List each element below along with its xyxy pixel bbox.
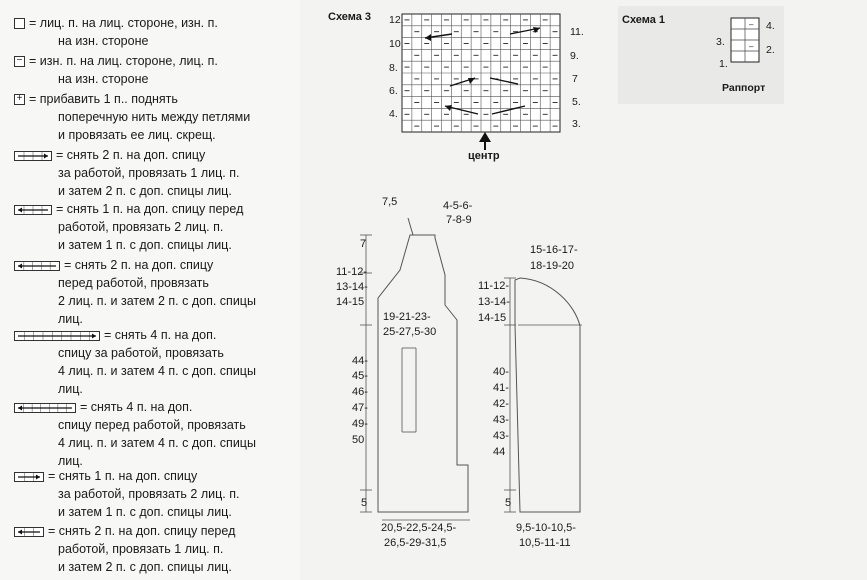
sleeve-cm5-label: 5 xyxy=(505,497,512,509)
row-label: 5. xyxy=(572,96,581,108)
length-label: 50 xyxy=(352,434,365,446)
armhole-label: 11-12- xyxy=(336,266,367,278)
sleeve-length-label: 42- xyxy=(493,398,509,410)
legend-text: на изн. стороне xyxy=(58,34,149,48)
legend-text: 2 лиц. п. и затем 2 п. с доп. спицы xyxy=(58,294,256,308)
legend-item xyxy=(14,52,218,88)
sleeve-width-label: 9,5-10-10,5- xyxy=(516,522,576,534)
legend-text: работой, провязать 1 лиц. п. xyxy=(58,542,224,556)
sleeve-length-label: 43- xyxy=(493,414,509,426)
blank-stitch-icon xyxy=(14,18,25,29)
row-label: 2. xyxy=(766,44,775,56)
scheme1-chart xyxy=(725,14,765,68)
legend-text: = изн. п. на лиц. стороне, лиц. п. xyxy=(29,54,218,68)
row-label: 12. xyxy=(389,14,404,26)
row-label: 8. xyxy=(389,62,398,74)
scheme3-chart xyxy=(330,10,600,180)
cable-2-1-front-cable-icon xyxy=(14,527,44,537)
row-label: 3. xyxy=(572,118,581,130)
legend-item xyxy=(14,200,243,254)
row-label: 1. xyxy=(719,58,728,70)
legend-item xyxy=(14,14,218,50)
legend-item xyxy=(14,326,256,398)
cable-1-2-front-cable-icon xyxy=(14,205,52,215)
legend-text: и затем 2 п. с доп. спицы лиц. xyxy=(58,560,232,574)
legend-text: = лиц. п. на лиц. стороне, изн. п. xyxy=(29,16,218,30)
cable-4-4-front-cable-icon xyxy=(14,403,76,413)
legend-item xyxy=(14,467,239,521)
plus-stitch-icon: + xyxy=(14,94,25,105)
legend-text: = снять 4 п. на доп. xyxy=(80,400,193,414)
legend-text: спицу перед работой, провязать xyxy=(58,418,246,432)
cable-2-2-front-cable-icon xyxy=(14,261,60,271)
legend-item xyxy=(14,256,256,328)
cable-2-1-back-cable-icon xyxy=(14,151,52,161)
legend-text: перед работой, провязать xyxy=(58,276,209,290)
cm5-label: 5 xyxy=(361,497,368,509)
legend-text: и затем 1 п. с доп. спицы лиц. xyxy=(58,505,232,519)
svg-text:–: – xyxy=(749,20,754,29)
cable-4-4-back-cable-icon xyxy=(14,331,100,341)
legend-text: = прибавить 1 п.. поднять xyxy=(29,92,178,106)
legend-text: и провязать ее лиц. скрещ. xyxy=(58,128,216,142)
legend-text: работой, провязать 2 лиц. п. xyxy=(58,220,224,234)
legend-text: за работой, провязать 2 лиц. п. xyxy=(58,487,240,501)
legend-text: лиц. xyxy=(58,382,83,396)
row-label: 7 xyxy=(572,73,578,85)
legend-text: поперечную нить между петлями xyxy=(58,110,251,124)
legend-item xyxy=(14,522,235,576)
row-label: 6. xyxy=(389,85,398,97)
row-label: 3. xyxy=(716,36,725,48)
legend-text: = снять 1 п. на доп. спицу перед xyxy=(56,202,244,216)
center-arrow-icon xyxy=(479,132,491,142)
neck-width-label: 7,5 xyxy=(382,196,398,208)
row-label: 4. xyxy=(389,108,398,120)
legend-text: на изн. стороне xyxy=(58,72,149,86)
legend-text: = снять 2 п. на доп. спицу перед xyxy=(48,524,236,538)
row-label: 11. xyxy=(570,26,584,38)
minus-stitch-icon: − xyxy=(14,56,25,67)
length-label: 44- xyxy=(352,355,368,367)
stitch-legend xyxy=(0,0,300,580)
cap-height-label: 13-14- xyxy=(478,296,510,308)
sleeve-length-label: 40- xyxy=(493,366,509,378)
width-label: 20,5-22,5-24,5- xyxy=(381,522,457,534)
legend-text: и затем 2 п. с доп. спицы лиц. xyxy=(58,184,232,198)
row-label: 9. xyxy=(570,50,579,62)
repeat-label: Раппорт xyxy=(722,82,766,94)
legend-text: и затем 1 п. с доп. спицы лиц. xyxy=(58,238,232,252)
length-label: 45- xyxy=(352,370,368,382)
armhole-label: 14-15 xyxy=(336,296,365,308)
sleeve-length-label: 44 xyxy=(493,446,506,458)
sleeve-length-label: 41- xyxy=(493,382,509,394)
length-label: 49- xyxy=(352,418,368,430)
legend-item xyxy=(14,398,256,470)
sleeve-top-width-label: 18-19-20 xyxy=(530,260,575,272)
legend-text: = снять 4 п. на доп. xyxy=(104,328,217,342)
legend-text: = снять 2 п. на доп. спицу xyxy=(64,258,214,272)
legend-text: = снять 1 п. на доп. спицу xyxy=(48,469,198,483)
legend-text: за работой, провязать 1 лиц. п. xyxy=(58,166,240,180)
chest-stitches-label: 25-27,5-30 xyxy=(383,326,437,338)
legend-text: 4 лиц. п. и затем 4 п. с доп. спицы xyxy=(58,364,256,378)
armhole-label: 13-14- xyxy=(336,281,368,293)
svg-text:–: – xyxy=(749,42,754,51)
shoulder-sts-label: 7-8-9 xyxy=(446,214,472,226)
width-label: 26,5-29-31,5 xyxy=(384,537,447,549)
legend-text: = снять 2 п. на доп. спицу xyxy=(56,148,206,162)
sleeve-top-width-label: 15-16-17- xyxy=(530,244,578,256)
legend-item xyxy=(14,146,239,200)
legend-text: лиц. xyxy=(58,312,83,326)
sleeve-width-label: 10,5-11-11 xyxy=(519,537,571,549)
cm7-label: 7 xyxy=(360,238,367,250)
scheme1-title: Схема 1 xyxy=(622,14,666,26)
legend-text: лиц. xyxy=(58,454,83,468)
scheme3-title: Схема 3 xyxy=(328,11,372,23)
row-label: 10. xyxy=(389,38,404,50)
center-label: центр xyxy=(468,150,500,162)
cable-1-2-back-cable-icon xyxy=(14,472,44,482)
legend-text: спицу за работой, провязать xyxy=(58,346,224,360)
row-label: 4. xyxy=(766,20,775,32)
legend-text: 4 лиц. п. и затем 4 п. с доп. спицы xyxy=(58,436,256,450)
cap-height-label: 14-15 xyxy=(478,312,507,324)
length-label: 47- xyxy=(352,402,368,414)
shoulder-sts-label: 4-5-6- xyxy=(443,200,473,212)
cap-height-label: 11-12- xyxy=(478,280,509,292)
legend-item xyxy=(14,90,250,144)
chest-stitches-label: 19-21-23- xyxy=(383,311,431,323)
length-label: 46- xyxy=(352,386,368,398)
sleeve-length-label: 43- xyxy=(493,430,509,442)
